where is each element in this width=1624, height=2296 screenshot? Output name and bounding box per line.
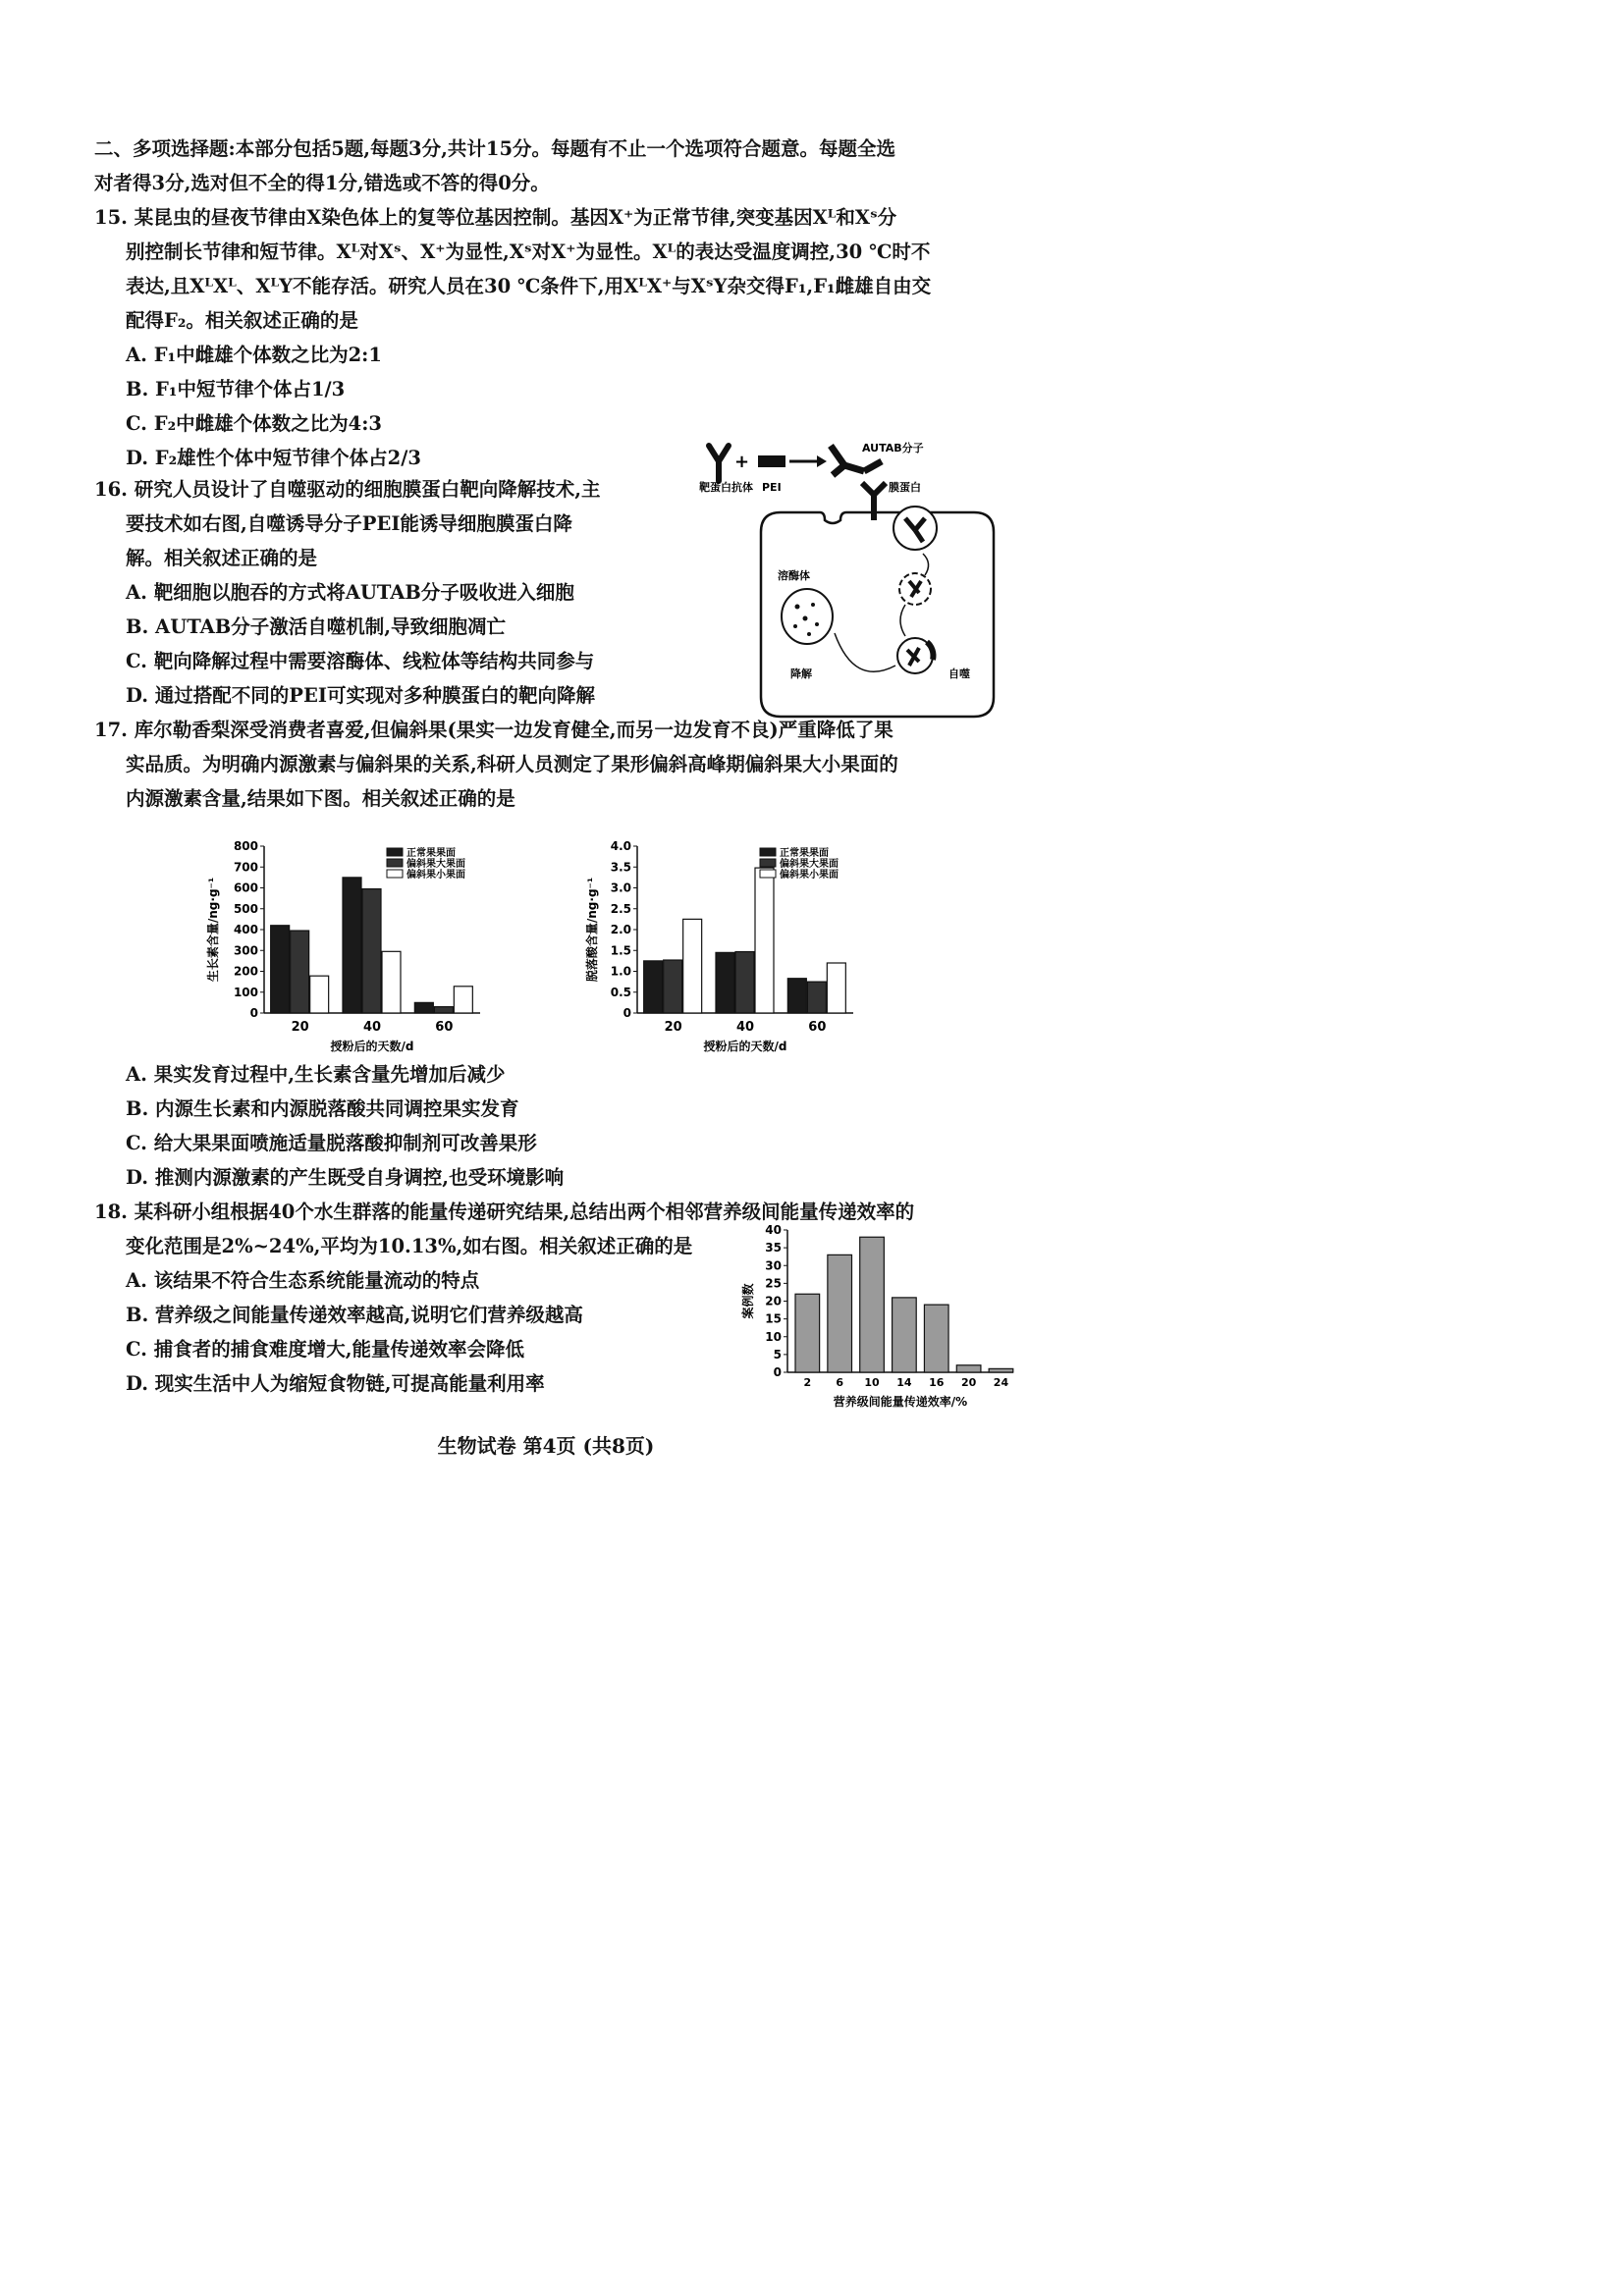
q18-option-a: A. 该结果不符合生态系统能量流动的特点 (126, 1269, 480, 1292)
q15-option-a: A. F₁中雌雄个体数之比为2:1 (126, 344, 382, 366)
q15-line4: 配得F₂。相关叙述正确的是 (126, 309, 358, 332)
pei-icon (758, 455, 785, 467)
autolysosome-icon (897, 638, 933, 673)
bar-large-face (664, 960, 682, 1013)
q18-number: 18. (94, 1201, 128, 1223)
x-tick-label: 40 (362, 1020, 382, 1035)
pei-label: PEI (762, 481, 782, 494)
bar-normal (644, 961, 663, 1013)
legend-swatch (760, 848, 776, 856)
y-tick-label: 0 (249, 1006, 258, 1020)
q16-line1 (94, 473, 679, 507)
q15-text1: 某昆虫的昼夜节律由X染色体上的复等位基因控制。基因X⁺为正常节律,突变基因Xᴸ和Xˢ分 (134, 206, 897, 229)
autab-diagram (687, 432, 1011, 726)
y-tick-label: 700 (233, 860, 258, 875)
histogram-bar (893, 1298, 917, 1372)
antibody-label: 靶蛋白抗体 (699, 481, 753, 494)
q15-line2: 别控制长节律和短节律。Xᴸ对Xˢ、X⁺为显性,Xˢ对X⁺为显性。Xᴸ的表达受温度调控,30 ℃时不 (126, 240, 931, 263)
lysosome-icon (782, 589, 833, 644)
y-tick-label: 1.5 (610, 943, 631, 958)
q15-option-d: D. F₂雄性个体中短节律个体占2/3 (126, 447, 421, 469)
x-tick-label: 6 (836, 1376, 844, 1389)
bar-large-face (362, 889, 381, 1013)
bar-small-face (310, 976, 329, 1013)
section-heading-line1: 二、多项选择题:本部分包括5题,每题3分,共计15分。每题有不止一个选项符合题意。每题全选 (94, 137, 896, 160)
q17-line3: 内源激素含量,结果如下图。相关叙述正确的是 (126, 787, 515, 810)
x-tick-label: 24 (993, 1376, 1009, 1389)
antibody-icon (709, 446, 729, 481)
y-tick-label: 25 (765, 1276, 782, 1291)
legend-swatch (387, 859, 403, 867)
x-tick-label: 40 (735, 1020, 755, 1035)
plus-sign: + (734, 452, 750, 472)
legend-label: 偏斜果大果面 (780, 859, 839, 870)
y-tick-label: 2.0 (610, 923, 631, 936)
x-tick-label: 2 (803, 1376, 812, 1389)
bar-small-face (454, 987, 472, 1013)
x-tick-label: 20 (291, 1020, 309, 1035)
q17-option-a: A. 果实发育过程中,生长素含量先增加后减少 (126, 1063, 506, 1086)
y-tick-label: 0.5 (610, 985, 631, 999)
y-tick-label: 1.0 (610, 964, 631, 979)
x-tick-label: 60 (435, 1020, 454, 1035)
q18-option-b: B. 营养级之间能量传递效率越高,说明它们营养级越高 (126, 1304, 583, 1326)
bar-normal (787, 979, 806, 1013)
x-tick-label: 10 (864, 1376, 880, 1389)
legend-label: 偏斜果大果面 (406, 859, 465, 870)
legend-swatch (760, 859, 776, 867)
q15-number: 15. (94, 206, 128, 229)
q17-option-b: B. 内源生长素和内源脱落酸共同调控果实发育 (126, 1097, 519, 1120)
x-tick-label: 60 (808, 1020, 827, 1035)
legend-swatch (387, 870, 403, 878)
q17-line1 (94, 714, 1011, 747)
x-tick-label: 14 (896, 1376, 912, 1389)
y-tick-label: 30 (765, 1258, 782, 1273)
auxin-bar-chart (201, 834, 496, 1055)
y-tick-label: 300 (233, 943, 258, 958)
q16-option-a: A. 靶细胞以胞吞的方式将AUTAB分子吸收进入细胞 (126, 581, 574, 604)
endosome-icon (893, 507, 937, 550)
bar-small-face (683, 919, 702, 1013)
y-tick-label: 15 (765, 1311, 782, 1326)
q16-option-b: B. AUTAB分子激活自噬机制,导致细胞凋亡 (126, 615, 507, 638)
bar-normal (414, 1002, 433, 1013)
y-axis-label: 案例数 (741, 1283, 755, 1319)
y-tick-label: 0 (623, 1006, 631, 1020)
q17-text1: 库尔勒香梨深受消费者喜爱,但偏斜果(果实一边发育健全,而另一边发育不良)严重降低了果 (134, 719, 893, 741)
bar-small-face (382, 951, 401, 1013)
q17-option-d: D. 推测内源激素的产生既受自身调控,也受环境影响 (126, 1166, 565, 1189)
y-tick-label: 20 (765, 1294, 782, 1308)
histogram-bar (860, 1237, 885, 1372)
q16-text1: 研究人员设计了自噬驱动的细胞膜蛋白靶向降解技术,主 (134, 478, 601, 501)
bar-large-face (291, 931, 309, 1013)
bar-large-face (434, 1007, 453, 1013)
x-axis-label: 授粉后的天数/d (330, 1040, 414, 1053)
q16-number: 16. (94, 478, 128, 501)
q16-option-d: D. 通过搭配不同的PEI可实现对多种膜蛋白的靶向降解 (126, 684, 595, 707)
q18-line2: 变化范围是2%~24%,平均为10.13%,如右图。相关叙述正确的是 (126, 1235, 693, 1257)
legend-label: 偏斜果小果面 (406, 870, 465, 881)
autophagy-label: 自噬 (948, 667, 970, 680)
bar-small-face (827, 963, 845, 1013)
q17-option-c: C. 给大果果面喷施适量脱落酸抑制剂可改善果形 (126, 1132, 537, 1154)
q16-line2: 要技术如右图,自噬诱导分子PEI能诱导细胞膜蛋白降 (126, 512, 572, 535)
y-tick-label: 500 (233, 901, 258, 916)
q16-option-c: C. 靶向降解过程中需要溶酶体、线粒体等结构共同参与 (126, 650, 595, 672)
q17-number: 17. (94, 719, 128, 741)
x-tick-label: 20 (664, 1020, 682, 1035)
legend-swatch (760, 870, 776, 878)
exam-page (0, 0, 1092, 1539)
x-axis-label: 营养级间能量传递效率/% (833, 1395, 968, 1409)
lysosome-label: 溶酶体 (778, 569, 810, 582)
y-tick-label: 10 (765, 1329, 782, 1344)
legend-label: 偏斜果小果面 (780, 870, 839, 881)
membrane-protein-label: 膜蛋白 (889, 481, 921, 494)
x-tick-label: 20 (960, 1376, 977, 1389)
bar-small-face (755, 868, 774, 1013)
y-tick-label: 3.5 (610, 860, 631, 875)
x-axis-label: 授粉后的天数/d (703, 1040, 787, 1053)
legend-label: 正常果果面 (780, 848, 829, 859)
histogram-bar (956, 1365, 981, 1372)
q18-text1: 某科研小组根据40个水生群落的能量传递研究结果,总结出两个相邻营养级间能量传递效率的 (134, 1201, 915, 1223)
bar-normal (343, 878, 361, 1013)
autab-label: AUTAB分子 (862, 442, 924, 454)
legend-label: 正常果果面 (406, 848, 456, 859)
y-tick-label: 600 (233, 881, 258, 895)
y-tick-label: 400 (233, 923, 258, 936)
q15-option-c: C. F₂中雌雄个体数之比为4:3 (126, 412, 382, 435)
histogram-bar (828, 1255, 852, 1372)
q15-line3: 表达,且XᴸXᴸ、XᴸY不能存活。研究人员在30 ℃条件下,用XᴸX⁺与XˢY杂交得F₁,F₁雌雄自由交 (126, 275, 932, 297)
bar-normal (271, 926, 290, 1013)
q17-line2: 实品质。为明确内源激素与偏斜果的关系,科研人员测定了果形偏斜高峰期偏斜果大小果面的 (126, 753, 898, 775)
autophagosome-icon (899, 573, 931, 605)
y-axis-label: 脱落酸含量/ng·g⁻¹ (585, 877, 599, 983)
y-tick-label: 200 (233, 964, 258, 979)
histogram-bar (795, 1294, 820, 1372)
x-tick-label: 16 (929, 1376, 945, 1389)
q15-line1 (94, 201, 1011, 235)
q18-option-d: D. 现实生活中人为缩短食物链,可提高能量利用率 (126, 1372, 545, 1395)
y-tick-label: 4.0 (610, 839, 631, 853)
histogram-bar (924, 1305, 948, 1372)
histogram-bar (989, 1368, 1013, 1372)
membrane-protein-icon (862, 483, 886, 520)
q16-line3: 解。相关叙述正确的是 (126, 547, 318, 569)
degrade-label: 降解 (790, 667, 812, 680)
bar-large-face (807, 982, 826, 1013)
page-footer: 生物试卷 第4页 (共8页) (437, 1434, 655, 1458)
q15-option-b: B. F₁中短节律个体占1/3 (126, 378, 346, 400)
y-tick-label: 35 (765, 1241, 782, 1255)
aba-bar-chart (574, 834, 869, 1055)
legend-swatch (387, 848, 403, 856)
y-tick-label: 2.5 (610, 901, 631, 916)
y-tick-label: 40 (765, 1223, 782, 1237)
bar-large-face (735, 952, 754, 1013)
arrow-right-icon (789, 455, 827, 467)
bar-normal (716, 952, 734, 1013)
y-tick-label: 800 (233, 839, 258, 853)
y-tick-label: 0 (773, 1365, 782, 1379)
transfer-efficiency-histogram (738, 1222, 1023, 1414)
y-axis-label: 生长素含量/ng·g⁻¹ (206, 877, 220, 983)
section-heading-line2: 对者得3分,选对但不全的得1分,错选或不答的得0分。 (94, 172, 550, 194)
y-tick-label: 5 (773, 1347, 782, 1362)
y-tick-label: 100 (233, 985, 258, 999)
y-tick-label: 3.0 (610, 881, 631, 895)
q18-option-c: C. 捕食者的捕食难度增大,能量传递效率会降低 (126, 1338, 525, 1361)
